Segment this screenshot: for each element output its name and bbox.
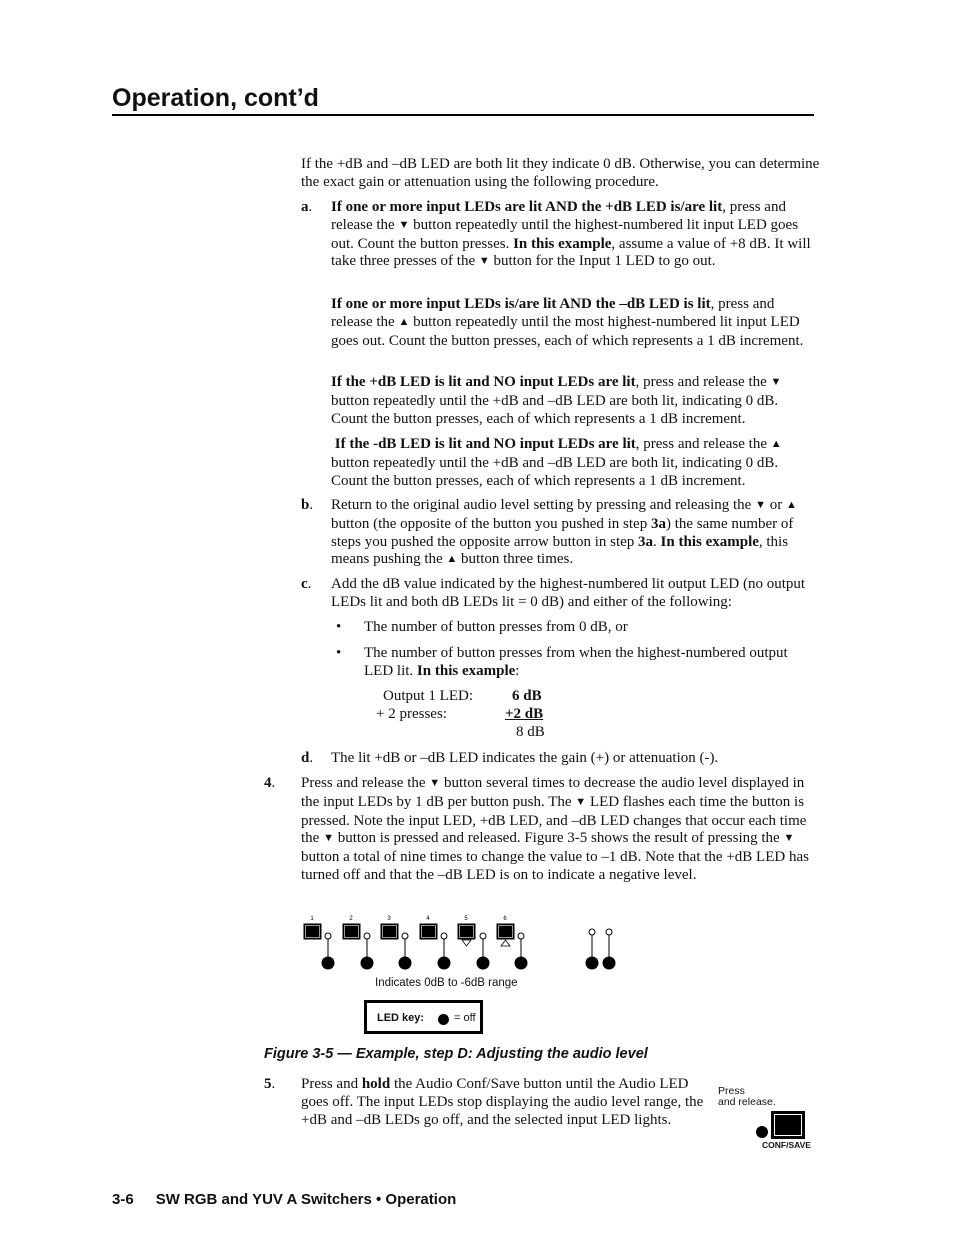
led-key-label: LED key: [377,1012,425,1024]
led-key-box [364,1000,483,1034]
step-d-paragraph: The lit +dB or –dB LED indicates the gain (+) or attenuation (-). [331,750,719,766]
conf-save-led [756,1126,768,1138]
page-footer [112,1191,456,1208]
button-number-4: 4 [426,916,430,922]
off-led-6 [515,957,528,970]
button-number-1: 1 [310,916,314,922]
off-led-2 [361,957,374,970]
bullet-marker: • [336,645,342,661]
calc-row1-label: Output 1 LED: [383,688,473,704]
down-arrow-icon: ▼ [478,255,490,268]
up-arrow-icon: ▲ [398,315,410,328]
step-a-marker: a. [301,199,313,215]
page-number: 3-6 [112,1191,134,1208]
small-led-6 [518,933,524,939]
button-number-6: 6 [503,916,507,922]
input-button-3 [381,924,398,939]
small-led-minus-db [606,929,612,935]
step-5-marker: 5. [264,1076,276,1092]
arrow-indicators [462,940,510,946]
intro-paragraph: If the +dB and –dB LED are both lit they indicate 0 dB. Otherwise, you can determine the exact gain or attenuation using the following procedure. [301,156,820,190]
input-button-5 [458,924,475,939]
figure-caption: Figure 3-5 — Example, step D: Adjusting the audio level [264,1046,648,1062]
step-b-paragraph: Return to the original audio level setting by pressing and releasing the ▼ or ▲ button (the opposite of the button you pushed in step 3a) the same number of steps you pushed the opposite arrow button in step 3a. In this example, this means pushing the ▲ button three times. [331,497,797,568]
range-label: Indicates 0dB to -6dB range [375,977,518,989]
step-b-marker: b. [301,497,314,513]
off-led-1 [322,957,335,970]
down-arrow-icon: ▼ [429,777,441,789]
step-a-p2: If one or more input LEDs is/are lit AND the –dB LED is lit, press and release the ▲ button repeatedly until the most highest-numbered lit input LED goes out. Count the button presses, each of which represents a 1 dB increment. [331,296,804,349]
off-led-4 [438,957,451,970]
up-arrow-icon: ▲ [785,499,797,511]
header-rule [112,114,814,116]
step-c-paragraph: Add the dB value indicated by the highest-numbered lit output LED (no output LEDs lit and both dB LEDs lit = 0 dB) and either of the following: [331,576,806,610]
down-arrow-icon: ▼ [323,832,334,845]
step-d-marker: d. [301,750,314,766]
calc-row2-value: +2 dB [505,706,544,722]
off-leds [322,957,616,970]
step-c-marker: c. [301,576,312,592]
input-button-2 [343,924,360,939]
step-a-p3: If the +dB LED is lit and NO input LEDs are lit, press and release the ▼ button repeatedly until the +dB and –dB LED are both lit, indicating 0 dB. Count the button presses, each of which represents a 1 dB increment. [331,374,782,427]
step-c-bullet-1: The number of button presses from 0 dB, or [364,619,628,635]
button-number-2: 2 [349,916,353,922]
up-indicator-icon [501,940,510,946]
down-arrow-icon: ▼ [770,376,782,388]
led-key-value: = off [454,1012,476,1024]
input-button-6 [497,924,514,939]
input-button-4 [420,924,437,939]
footer-text: SW RGB and YUV A Switchers • Operation [155,1191,457,1208]
step-4-paragraph: Press and release the ▼ button several times to decrease the audio level displayed in the input LEDs by 1 dB per button push. The ▼ LED flashes each time the button is pressed. Note the input LED, +dB LED, and –dB LED changes that occur each time the ▼ button is pressed and released. Figure 3-5 shows the result of pressing the ▼ button a total of nine times to change the value to –1 dB. Note that the +dB LED has turned off and that the –dB LED is on to indicate a negative level. [301,775,809,883]
calc-row1-value: 6 dB [512,688,542,704]
calc-row2-label: + 2 presses: [376,706,447,722]
up-arrow-icon: ▲ [446,553,458,566]
small-led-3 [402,933,408,939]
up-arrow-icon: ▲ [770,438,782,450]
press-instruction: Press and release. [718,1085,776,1108]
input-button-1 [304,924,321,939]
down-arrow-icon: ▼ [398,218,410,231]
off-led-minus-db [603,957,616,970]
small-led-1 [325,933,331,939]
small-led-5 [480,933,486,939]
button-number-3: 3 [387,916,391,922]
small-led-2 [364,933,370,939]
step-c-bullet-2: The number of button presses from when the highest-numbered output LED lit. In this example: [364,645,788,679]
down-arrow-icon: ▼ [755,499,766,511]
calc-total: 8 dB [516,724,545,740]
off-led-3 [399,957,412,970]
off-led-plus-db [586,957,599,970]
led-key-off-icon [438,1014,449,1025]
small-led-plus-db [589,929,595,935]
small-led-4 [441,933,447,939]
off-led-5 [477,957,490,970]
step-a-p1: If one or more input LEDs are lit AND the +dB LED is/are lit, press and release the ▼ button repeatedly until the highest-numbered lit input LED goes out. Count the button presses. In this example, assume a value of +8 dB. It will take three presses of the ▼ button for the Input 1 LED to go out. [331,199,811,270]
step-a-p4: If the -dB LED is lit and NO input LEDs are lit, press and release the ▲ button repeatedly until the +dB and –dB LED are both lit, indicating 0 dB. Count the button presses, each of which represents a 1 dB increment. [331,436,782,489]
step-5-paragraph: Press and hold the Audio Conf/Save button until the Audio LED goes off. The input LEDs stop displaying the audio level range, the +dB and –dB LEDs go off, and the selected input LED lights. [301,1076,704,1128]
down-indicator-icon [462,940,471,946]
conf-save-label: CONF/SAVE [762,1140,811,1150]
button-number-5: 5 [464,916,468,922]
down-arrow-icon: ▼ [575,795,587,808]
step-4-marker: 4. [264,775,276,791]
conf-save-button[interactable] [771,1111,805,1139]
front-panel-diagram [295,905,625,985]
bullet-marker: • [336,619,342,635]
page-title: Operation, cont’d [112,84,319,112]
down-arrow-icon: ▼ [783,832,795,845]
